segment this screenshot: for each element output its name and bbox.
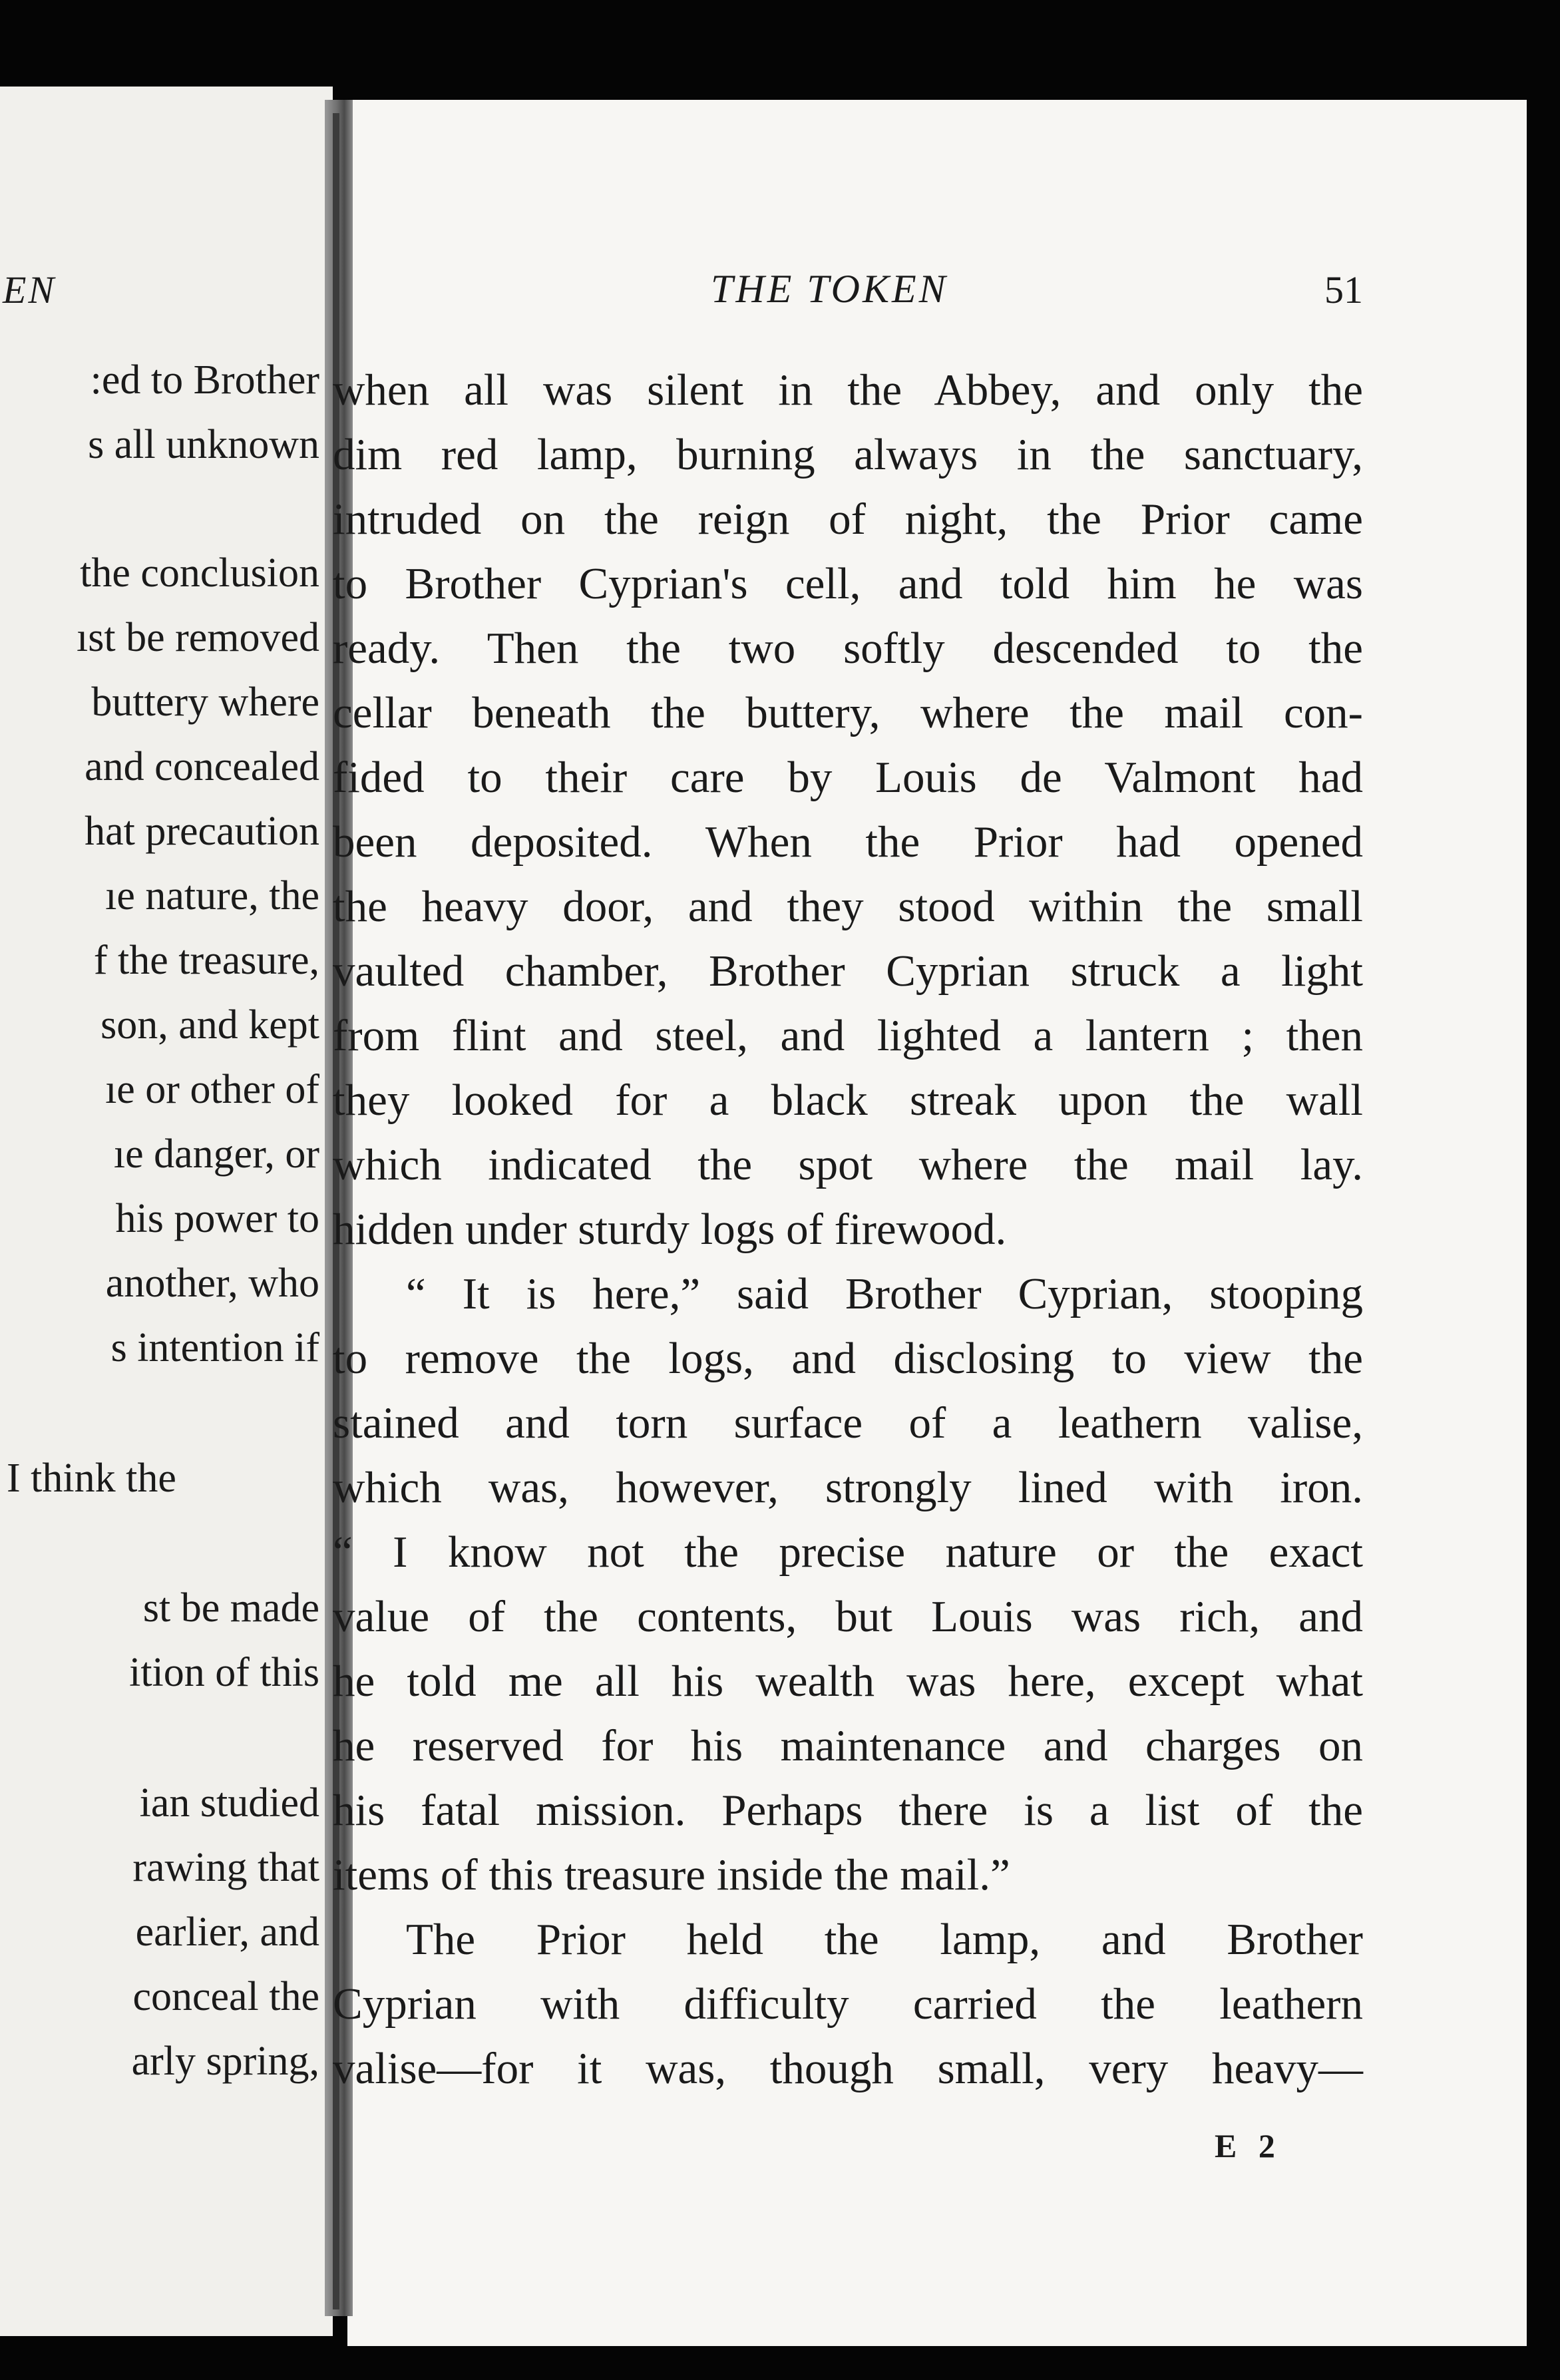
left-text-line: conceal the	[132, 1974, 319, 2019]
text-line: “ I know not the precise nature or the exact	[333, 1527, 1363, 1577]
text-line: to Brother Cyprian's cell, and told him he was	[333, 559, 1363, 608]
left-text-line: earlier, and	[135, 1909, 319, 1955]
text-line: to remove the logs, and disclosing to view the	[333, 1334, 1363, 1383]
text-line: cellar beneath the buttery, where the mail con-	[333, 688, 1363, 737]
text-line: fided to their care by Louis de Valmont had	[333, 753, 1363, 802]
left-text-line: and concealed	[85, 744, 319, 789]
text-line: “ It is here,” said Brother Cyprian, stooping	[406, 1269, 1363, 1318]
left-text-line: ian studied	[139, 1780, 319, 1826]
text-line: valise—for it was, though small, very heavy—	[333, 2044, 1363, 2093]
text-line: The Prior held the lamp, and Brother	[406, 1915, 1363, 1964]
left-text-line: ition of this	[129, 1650, 319, 1695]
signature-mark: E 2	[1215, 2127, 1282, 2164]
text-line: the heavy door, and they stood within the small	[333, 882, 1363, 931]
left-text-line: rawing that	[132, 1845, 319, 1890]
left-text-line: son, and kept	[100, 1002, 319, 1048]
text-line: items of this treasure inside the mail.”	[333, 1850, 1010, 1899]
page-body-text	[333, 358, 1363, 2101]
text-line: value of the contents, but Louis was rich, and	[333, 1592, 1363, 1641]
left-text-line: ıe nature, the	[105, 873, 319, 918]
left-text-line: s intention if	[110, 1325, 319, 1370]
text-line: from flint and steel, and lighted a lantern ; then	[333, 1011, 1363, 1060]
left-text-line: :ed to Brother	[90, 357, 319, 403]
text-line: stained and torn surface of a leathern valise,	[333, 1398, 1363, 1448]
text-line: which indicated the spot where the mail lay.	[333, 1140, 1363, 1189]
left-page	[0, 87, 333, 2336]
text-line: vaulted chamber, Brother Cyprian struck a light	[333, 946, 1363, 996]
text-line: they looked for a black streak upon the wall	[333, 1076, 1363, 1125]
text-line: ready. Then the two softly descended to the	[333, 624, 1363, 673]
text-line: when all was silent in the Abbey, and only the	[333, 365, 1363, 415]
left-text-line: ıe or other of	[105, 1067, 319, 1112]
text-line: hidden under sturdy logs of firewood.	[333, 1205, 1007, 1254]
running-header: THE TOKEN	[711, 267, 948, 311]
text-line: he reserved for his maintenance and charges on	[333, 1721, 1363, 1770]
text-line: his fatal mission. Perhaps there is a list of the	[333, 1786, 1363, 1835]
text-line: intruded on the reign of night, the Prior came	[333, 495, 1363, 544]
left-text-line: ıst be removed	[76, 615, 319, 660]
left-text-line: buttery where	[91, 680, 319, 725]
text-line: Cyprian with difficulty carried the leathern	[333, 1979, 1363, 2029]
left-text-line: another, who	[105, 1261, 319, 1306]
page-number: 51	[1324, 268, 1363, 311]
left-text-line: f the treasure,	[93, 938, 319, 983]
left-text-line: ıe danger, or	[113, 1131, 319, 1177]
left-text-line: hat precaution	[85, 809, 319, 854]
text-line: been deposited. When the Prior had opened	[333, 817, 1363, 867]
left-text-line: the conclusion	[80, 550, 319, 596]
text-line: he told me all his wealth was here, except what	[333, 1657, 1363, 1706]
left-text-line: arly spring,	[131, 2039, 319, 2084]
left-running-header: EN	[3, 268, 57, 311]
left-text-line: s all unknown	[88, 422, 319, 467]
left-text-line: his power to	[115, 1196, 319, 1241]
left-text-line: I think the	[7, 1456, 176, 1501]
left-text-line: st be made	[142, 1585, 319, 1631]
text-line: dim red lamp, burning always in the sanctuary,	[333, 430, 1363, 479]
text-line: which was, however, strongly lined with iron.	[333, 1463, 1363, 1512]
